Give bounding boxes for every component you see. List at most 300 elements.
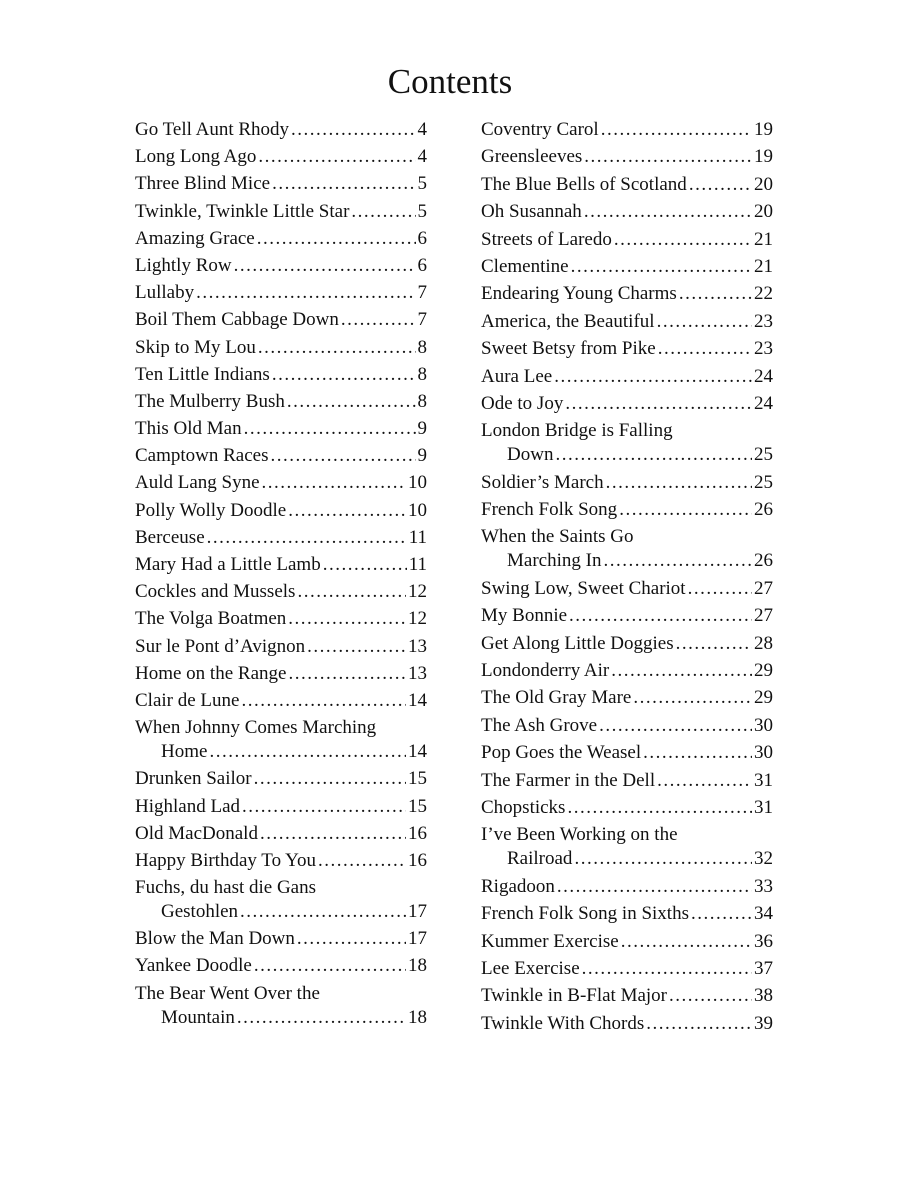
toc-entry-line: [135, 200, 427, 224]
toc-entry-title: Twinkle, Twinkle Little Star: [135, 200, 350, 222]
toc-entry-line: [135, 795, 427, 819]
toc-entry: [481, 173, 773, 197]
toc-entry-page: 39: [754, 1012, 773, 1034]
toc-entry-line: [135, 954, 427, 978]
toc-entry: [135, 499, 427, 523]
toc-entry: [135, 954, 427, 978]
dot-leader: [297, 927, 406, 951]
toc-entry-line: [481, 337, 773, 361]
toc-entry-page: 26: [754, 499, 773, 521]
dot-leader: [554, 365, 752, 389]
toc-entry-page: 22: [754, 283, 773, 305]
dot-leader: [557, 875, 752, 899]
toc-entry-page: 27: [754, 605, 773, 627]
toc-entry-title: Chopsticks: [481, 796, 566, 818]
toc-entry-title: Go Tell Aunt Rhody: [135, 119, 290, 140]
toc-entry: [481, 310, 773, 334]
toc-entry-line: [135, 849, 427, 873]
toc-entry-page: 9: [417, 445, 427, 467]
toc-entry: [135, 927, 427, 951]
toc-entry-page: 21: [754, 228, 773, 250]
toc-entry-title: Three Blind Mice: [135, 173, 271, 195]
toc-entry: [481, 984, 773, 1008]
page-title: Contents: [387, 62, 513, 101]
dot-leader: [207, 526, 407, 550]
toc-entry: [481, 659, 773, 683]
toc-entry-page: 27: [754, 577, 773, 599]
toc-entry-page: 23: [754, 310, 773, 332]
toc-entry-title: Yankee Doodle: [135, 955, 252, 977]
toc-entry-title: Sur le Pont d’Avignon: [135, 635, 306, 657]
dot-leader: [196, 281, 415, 305]
toc-entry-title: Kummer Exercise: [481, 930, 619, 952]
toc-entry: [135, 363, 427, 387]
toc-entry: [135, 607, 427, 631]
toc-entry-title: I’ve Been Working on the: [481, 824, 678, 846]
toc-entry-title: Highland Lad: [135, 795, 241, 817]
toc-entry-line: [481, 659, 773, 683]
toc-entry-line: [135, 444, 427, 468]
dot-leader: [601, 118, 752, 142]
toc-entry-title-continued: Railroad: [507, 848, 573, 870]
toc-entry: [481, 282, 773, 306]
toc-entry-title: Coventry Carol: [481, 119, 599, 140]
toc-entry-page: 16: [408, 849, 427, 871]
toc-entry-line: [481, 604, 773, 628]
toc-entry-page: 11: [408, 554, 427, 575]
toc-entry-page: 5: [417, 200, 427, 222]
dot-leader: [565, 392, 752, 416]
dot-leader: [584, 145, 752, 169]
toc-entry-line: [135, 145, 427, 169]
toc-entry-line: [481, 173, 773, 197]
toc-entry-page: 20: [754, 201, 773, 223]
dot-leader: [584, 200, 752, 224]
dot-leader: [237, 1006, 406, 1030]
toc-entry-title: The Blue Bells of Scotland: [481, 173, 687, 195]
toc-entry: [135, 716, 427, 764]
toc-entry-page: 18: [408, 955, 427, 977]
toc-entry-line: [481, 769, 773, 793]
toc-entry-page: 13: [408, 635, 427, 657]
toc-entry: [481, 902, 773, 926]
dot-leader: [555, 443, 752, 467]
dot-leader: [676, 632, 752, 656]
toc-entry-title: The Ash Grove: [481, 714, 598, 736]
dot-leader: [234, 254, 416, 278]
dot-leader: [679, 282, 752, 306]
toc-entry-title: Sweet Betsy from Pike: [481, 338, 656, 360]
dot-leader: [323, 553, 407, 577]
toc-entry-line: [135, 363, 427, 387]
dot-leader: [241, 689, 406, 713]
toc-entry-page: 37: [754, 957, 773, 979]
toc-entry-title: America, the Beautiful: [481, 310, 655, 332]
toc-entry-title: Berceuse: [135, 526, 205, 548]
toc-entry-title: Fuchs, du hast die Gans: [135, 877, 317, 899]
toc-entry: [481, 957, 773, 981]
toc-entry-title: Skip to My Lou: [135, 336, 256, 358]
toc-entry-page: 25: [754, 471, 773, 493]
toc-entry-page: 32: [754, 848, 773, 870]
toc-entry-page: 21: [754, 255, 773, 277]
toc-entry-title-continued: Home: [161, 741, 208, 763]
dot-leader: [258, 336, 416, 360]
toc-entry-line: [481, 443, 773, 467]
toc-entry-title: Blow the Man Down: [135, 928, 295, 950]
toc-entry-title: Lee Exercise: [481, 957, 580, 979]
toc-entry: [481, 686, 773, 710]
toc-entry-page: 5: [417, 173, 427, 195]
dot-leader: [603, 549, 752, 573]
toc-entry-title: This Old Man: [135, 418, 242, 440]
toc-entry-page: 23: [754, 338, 773, 360]
toc-entry: [481, 118, 773, 142]
toc-entry-page: 24: [754, 392, 773, 414]
toc-entry-title: Ode to Joy: [481, 392, 564, 414]
dot-leader: [646, 1012, 752, 1036]
dot-leader: [209, 740, 406, 764]
dot-leader: [244, 417, 416, 441]
toc-entry-line: [135, 118, 427, 142]
toc-entry-page: 19: [754, 119, 773, 140]
dot-leader: [599, 714, 752, 738]
dot-leader: [569, 604, 752, 628]
toc-entry-title: The Farmer in the Dell: [481, 769, 656, 791]
dot-leader: [272, 363, 416, 387]
dot-leader: [307, 635, 406, 659]
toc-entry: [135, 580, 427, 604]
dot-leader: [291, 118, 415, 142]
contents-column-left: [135, 118, 427, 1033]
toc-entry-line: [481, 930, 773, 954]
dot-leader: [318, 849, 406, 873]
toc-entry-line: [135, 1006, 427, 1030]
toc-entry-title: Cockles and Mussels: [135, 581, 296, 603]
toc-entry-page: 4: [417, 146, 427, 168]
dot-leader: [242, 795, 406, 819]
toc-entry: [135, 281, 427, 305]
toc-entry: [135, 689, 427, 713]
toc-entry-title: The Bear Went Over the: [135, 982, 320, 1004]
toc-entry-title-continued: Down: [507, 444, 554, 466]
toc-entry-line: [481, 1012, 773, 1036]
toc-entry: [481, 365, 773, 389]
toc-entry: [135, 662, 427, 686]
toc-entry-title: Aura Lee: [481, 365, 553, 387]
toc-entry-line: [481, 577, 773, 601]
toc-entry-title: Home on the Range: [135, 662, 287, 684]
toc-entry-title: Greensleeves: [481, 146, 583, 168]
toc-entry-title: Get Along Little Doggies: [481, 632, 674, 654]
dot-leader: [254, 954, 406, 978]
dot-leader: [262, 471, 406, 495]
toc-entry-page: 38: [754, 985, 773, 1007]
toc-entry: [481, 875, 773, 899]
toc-entry-page: 11: [408, 526, 427, 548]
dot-leader: [297, 580, 406, 604]
toc-entry: [481, 769, 773, 793]
dot-leader: [658, 337, 752, 361]
toc-entry: [135, 118, 427, 142]
toc-entry-line: [135, 900, 427, 924]
toc-entry: [481, 823, 773, 871]
toc-entry: [481, 145, 773, 169]
toc-entry: [481, 930, 773, 954]
dot-leader: [643, 741, 752, 765]
toc-entry-line: [135, 553, 427, 577]
toc-entry-title: When Johnny Comes Marching: [135, 717, 377, 739]
toc-entry-title: Londonderry Air: [481, 660, 610, 682]
toc-entry-page: 19: [754, 146, 773, 168]
toc-entry-title-continued: Mountain: [161, 1006, 235, 1028]
toc-entry-title: Ten Little Indians: [135, 363, 270, 385]
toc-entry: [135, 336, 427, 360]
toc-entry: [135, 172, 427, 196]
toc-entry-line: [135, 471, 427, 495]
toc-entry: [481, 604, 773, 628]
contents-column-right: [481, 118, 773, 1039]
toc-entry-line: [481, 686, 773, 710]
toc-entry-line: [481, 957, 773, 981]
toc-entry-page: 15: [408, 768, 427, 790]
toc-entry-page: 10: [408, 499, 427, 521]
toc-entry-page: 7: [417, 282, 427, 304]
toc-entry-page: 14: [408, 689, 427, 711]
toc-entry-line: [481, 875, 773, 899]
dot-leader: [657, 310, 752, 334]
toc-entry-line: [135, 689, 427, 713]
toc-entry-line: [481, 310, 773, 334]
toc-entry-title: Amazing Grace: [135, 227, 255, 249]
dot-leader: [287, 390, 416, 414]
toc-entry: [481, 471, 773, 495]
toc-entry-title: French Folk Song: [481, 499, 618, 521]
toc-entry-page: 17: [408, 901, 427, 923]
toc-entry-title: When the Saints Go: [481, 526, 634, 548]
dot-leader: [669, 984, 752, 1008]
toc-entry-line: [135, 662, 427, 686]
toc-entry-page: 12: [408, 608, 427, 630]
toc-entry-line: [481, 392, 773, 416]
toc-entry: [135, 308, 427, 332]
toc-entry-page: 24: [754, 365, 773, 387]
toc-entry: [135, 444, 427, 468]
dot-leader: [260, 822, 406, 846]
toc-entry: [481, 255, 773, 279]
toc-entry-title: The Old Gray Mare: [481, 687, 632, 709]
toc-entry-page: 7: [417, 309, 427, 331]
toc-entry-page: 13: [408, 662, 427, 684]
dot-leader: [633, 686, 752, 710]
toc-entry-page: 17: [408, 928, 427, 950]
dot-leader: [688, 577, 752, 601]
dot-leader: [619, 498, 752, 522]
toc-entry-title-continued: Gestohlen: [161, 901, 239, 923]
toc-entry-line: [481, 228, 773, 252]
toc-entry-line: [135, 390, 427, 414]
toc-entry-line: [135, 308, 427, 332]
toc-entry-page: 30: [754, 714, 773, 736]
toc-entry-title: Endearing Young Charms: [481, 283, 677, 305]
dot-leader: [288, 607, 406, 631]
toc-entry-line: [135, 336, 427, 360]
dot-leader: [606, 471, 752, 495]
toc-entry-page: 26: [754, 550, 773, 572]
toc-entry-line: [135, 822, 427, 846]
toc-entry-title: Pop Goes the Weasel: [481, 742, 642, 764]
toc-entry: [481, 337, 773, 361]
toc-entry: [135, 254, 427, 278]
toc-entry: [135, 795, 427, 819]
toc-entry: [481, 1012, 773, 1036]
toc-entry: [135, 227, 427, 251]
toc-entry-title: Happy Birthday To You: [135, 849, 316, 871]
toc-entry: [481, 796, 773, 820]
toc-entry: [481, 419, 773, 467]
toc-entry-page: 8: [417, 363, 427, 385]
dot-leader: [611, 659, 752, 683]
toc-entry-page: 33: [754, 875, 773, 897]
dot-leader: [567, 796, 752, 820]
toc-entry-title: Mary Had a Little Lamb: [135, 554, 321, 575]
dot-leader: [240, 900, 406, 924]
toc-entry-title: The Mulberry Bush: [135, 390, 285, 412]
toc-entry: [135, 849, 427, 873]
dot-leader: [272, 172, 415, 196]
toc-entry-title: Oh Susannah: [481, 201, 582, 223]
dot-leader: [689, 173, 752, 197]
toc-entry-page: 16: [408, 822, 427, 844]
toc-entry: [135, 982, 427, 1030]
toc-entry-line: [481, 714, 773, 738]
toc-entry-page: 28: [754, 632, 773, 654]
toc-entry-page: 29: [754, 660, 773, 682]
toc-entry-title: Clementine: [481, 255, 569, 277]
toc-entry-title: Auld Lang Syne: [135, 472, 260, 494]
toc-entry-title: Rigadoon: [481, 875, 555, 897]
dot-leader: [574, 847, 752, 871]
toc-entry-line: [481, 471, 773, 495]
toc-entry-line: [481, 200, 773, 224]
toc-entry: [135, 390, 427, 414]
toc-entry: [135, 876, 427, 924]
toc-entry: [481, 392, 773, 416]
toc-entry-page: 20: [754, 173, 773, 195]
toc-entry-line: [135, 607, 427, 631]
toc-entry-title: The Volga Boatmen: [135, 608, 287, 630]
toc-entry: [135, 417, 427, 441]
toc-entry-page: 29: [754, 687, 773, 709]
toc-entry-title: Long Long Ago: [135, 146, 257, 168]
toc-entry-title: Boil Them Cabbage Down: [135, 309, 339, 331]
dot-leader: [621, 930, 752, 954]
toc-entry-line: [135, 767, 427, 791]
toc-entry-page: 31: [754, 796, 773, 818]
toc-entry-title: My Bonnie: [481, 605, 568, 627]
toc-entry-line: [481, 365, 773, 389]
dot-leader: [657, 769, 752, 793]
toc-entry-page: 30: [754, 742, 773, 764]
toc-entry-page: 31: [754, 769, 773, 791]
toc-entry-title: Streets of Laredo: [481, 228, 612, 250]
toc-entry-line: [135, 417, 427, 441]
toc-entry: [481, 577, 773, 601]
toc-entry: [481, 714, 773, 738]
toc-entry: [481, 632, 773, 656]
dot-leader: [614, 228, 752, 252]
toc-entry-page: 14: [408, 741, 427, 763]
toc-entry-title: Polly Wolly Doodle: [135, 499, 287, 521]
toc-entry-title: Lightly Row: [135, 254, 232, 276]
toc-entry-page: 25: [754, 444, 773, 466]
toc-entry: [135, 822, 427, 846]
toc-entry-page: 6: [417, 227, 427, 249]
dot-leader: [571, 255, 752, 279]
toc-entry-title: Twinkle With Chords: [481, 1012, 645, 1034]
toc-entry: [481, 498, 773, 522]
toc-entry-line: [135, 281, 427, 305]
toc-entry-line: [481, 984, 773, 1008]
toc-entry-line: [481, 549, 773, 573]
toc-entry: [481, 228, 773, 252]
toc-entry-line: [481, 118, 773, 142]
toc-entry-page: 34: [754, 903, 773, 925]
toc-entry: [135, 526, 427, 550]
toc-entry-line: [135, 740, 427, 764]
toc-entry: [135, 635, 427, 659]
toc-entry-page: 10: [408, 472, 427, 494]
toc-entry-title-continued: Marching In: [507, 550, 602, 572]
toc-entry-title: Drunken Sailor: [135, 768, 252, 790]
toc-entry-page: 9: [417, 418, 427, 440]
dot-leader: [254, 767, 406, 791]
toc-entry-line: [481, 145, 773, 169]
dot-leader: [351, 200, 415, 224]
toc-entry-title: London Bridge is Falling: [481, 420, 673, 442]
toc-entry-page: 8: [417, 390, 427, 412]
dot-leader: [691, 902, 752, 926]
toc-entry-title: Lullaby: [135, 282, 195, 304]
toc-entry: [481, 741, 773, 765]
toc-entry-line: [481, 255, 773, 279]
toc-entry-page: 8: [417, 336, 427, 358]
toc-entry-line: [481, 498, 773, 522]
toc-entry-line: [135, 635, 427, 659]
dot-leader: [288, 499, 406, 523]
toc-entry-line: [481, 282, 773, 306]
dot-leader: [257, 227, 416, 251]
toc-entry-line: [135, 580, 427, 604]
toc-entry-title: Swing Low, Sweet Chariot: [481, 577, 686, 599]
toc-entry-line: [135, 172, 427, 196]
toc-entry-title: Twinkle in B-Flat Major: [481, 985, 668, 1007]
toc-entry-line: [135, 526, 427, 550]
toc-entry-line: [481, 741, 773, 765]
toc-entry-page: 15: [408, 795, 427, 817]
dot-leader: [288, 662, 406, 686]
toc-entry: [135, 145, 427, 169]
toc-entry-line: [481, 847, 773, 871]
dot-leader: [258, 145, 415, 169]
toc-entry-line: [135, 254, 427, 278]
toc-entry-page: 18: [408, 1006, 427, 1028]
dot-leader: [582, 957, 752, 981]
toc-entry: [135, 200, 427, 224]
toc-entry: [481, 525, 773, 573]
toc-entry: [135, 767, 427, 791]
dot-leader: [271, 444, 416, 468]
